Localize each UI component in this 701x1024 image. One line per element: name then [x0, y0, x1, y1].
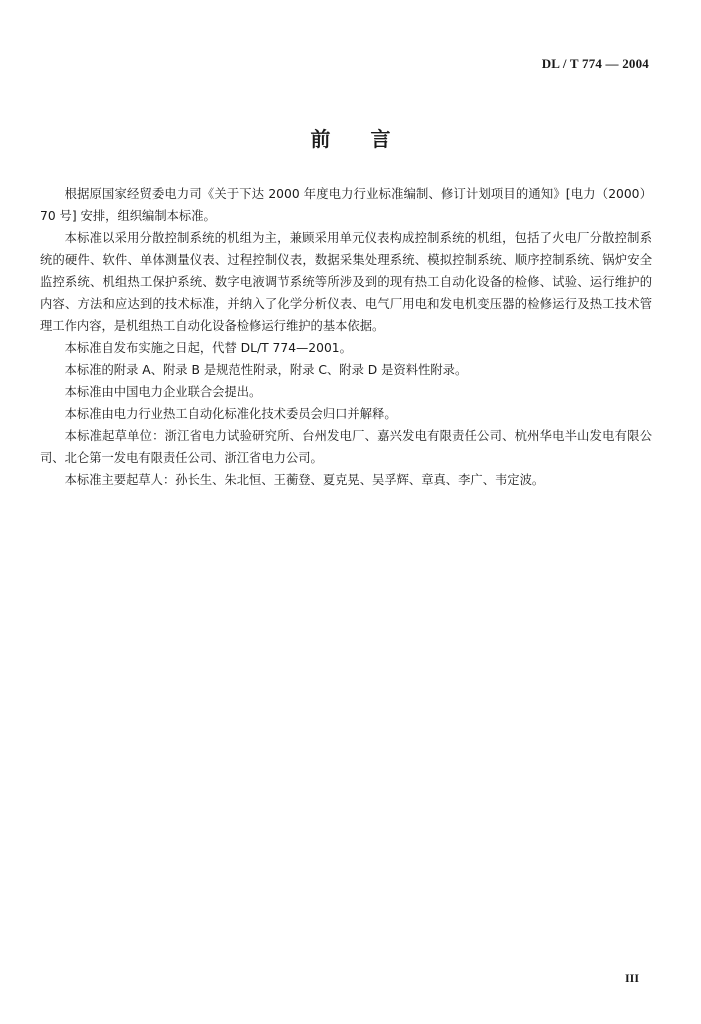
paragraph-source: 根据原国家经贸委电力司《关于下达 2000 年度电力行业标准编制、修订计划项目的通知》[电力（2000）70 号] 安排，组织编制本标准。 — [40, 187, 652, 223]
foreword-body — [40, 183, 652, 491]
paragraph-proposer: 本标准由中国电力企业联合会提出。 — [64, 385, 262, 399]
section-title: 前言 — [310, 127, 431, 151]
paragraph-drafters: 本标准主要起草人：孙长生、朱北恒、王蘅登、夏克晃、吴孚辉、章真、李广、韦定波。 — [64, 473, 545, 487]
paragraph-scope: 本标准以采用分散控制系统的机组为主，兼顾采用单元仪表构成控制系统的机组，包括了火电厂分散控制系统的硬件、软件、单体测量仪表、过程控制仪表，数据采集处理系统、模拟控制系统、顺序控制系统、锅炉安全监控系统、机组热工保护系统、数字电液调节系统等所涉及到的现有热工自动化设备的检修、试验、运行维护的内容、方法和应达到的技术标准，并纳入了化学分析仪表、电气厂用电和发电机变压器的检修运行及热工技术管理工作内容，是机组热工自动化设备检修运行维护的基本依据。 — [40, 231, 652, 333]
paragraph-committee: 本标准由电力行业热工自动化标准化技术委员会归口并解释。 — [64, 407, 397, 421]
paragraph-supersedes: 本标准自发布实施之日起，代替 DL/T 774—2001。 — [64, 341, 352, 355]
paragraph-annexes: 本标准的附录 A、附录 B 是规范性附录，附录 C、附录 D 是资料性附录。 — [64, 363, 468, 377]
paragraph-drafting-units: 本标准起草单位：浙江省电力试验研究所、台州发电厂、嘉兴发电有限责任公司、杭州华电半山发电有限公司、北仑第一发电有限责任公司、浙江省电力公司。 — [40, 429, 652, 465]
page-number: III — [624, 971, 639, 985]
document-code: DL / T 774 — 2004 — [541, 56, 649, 71]
